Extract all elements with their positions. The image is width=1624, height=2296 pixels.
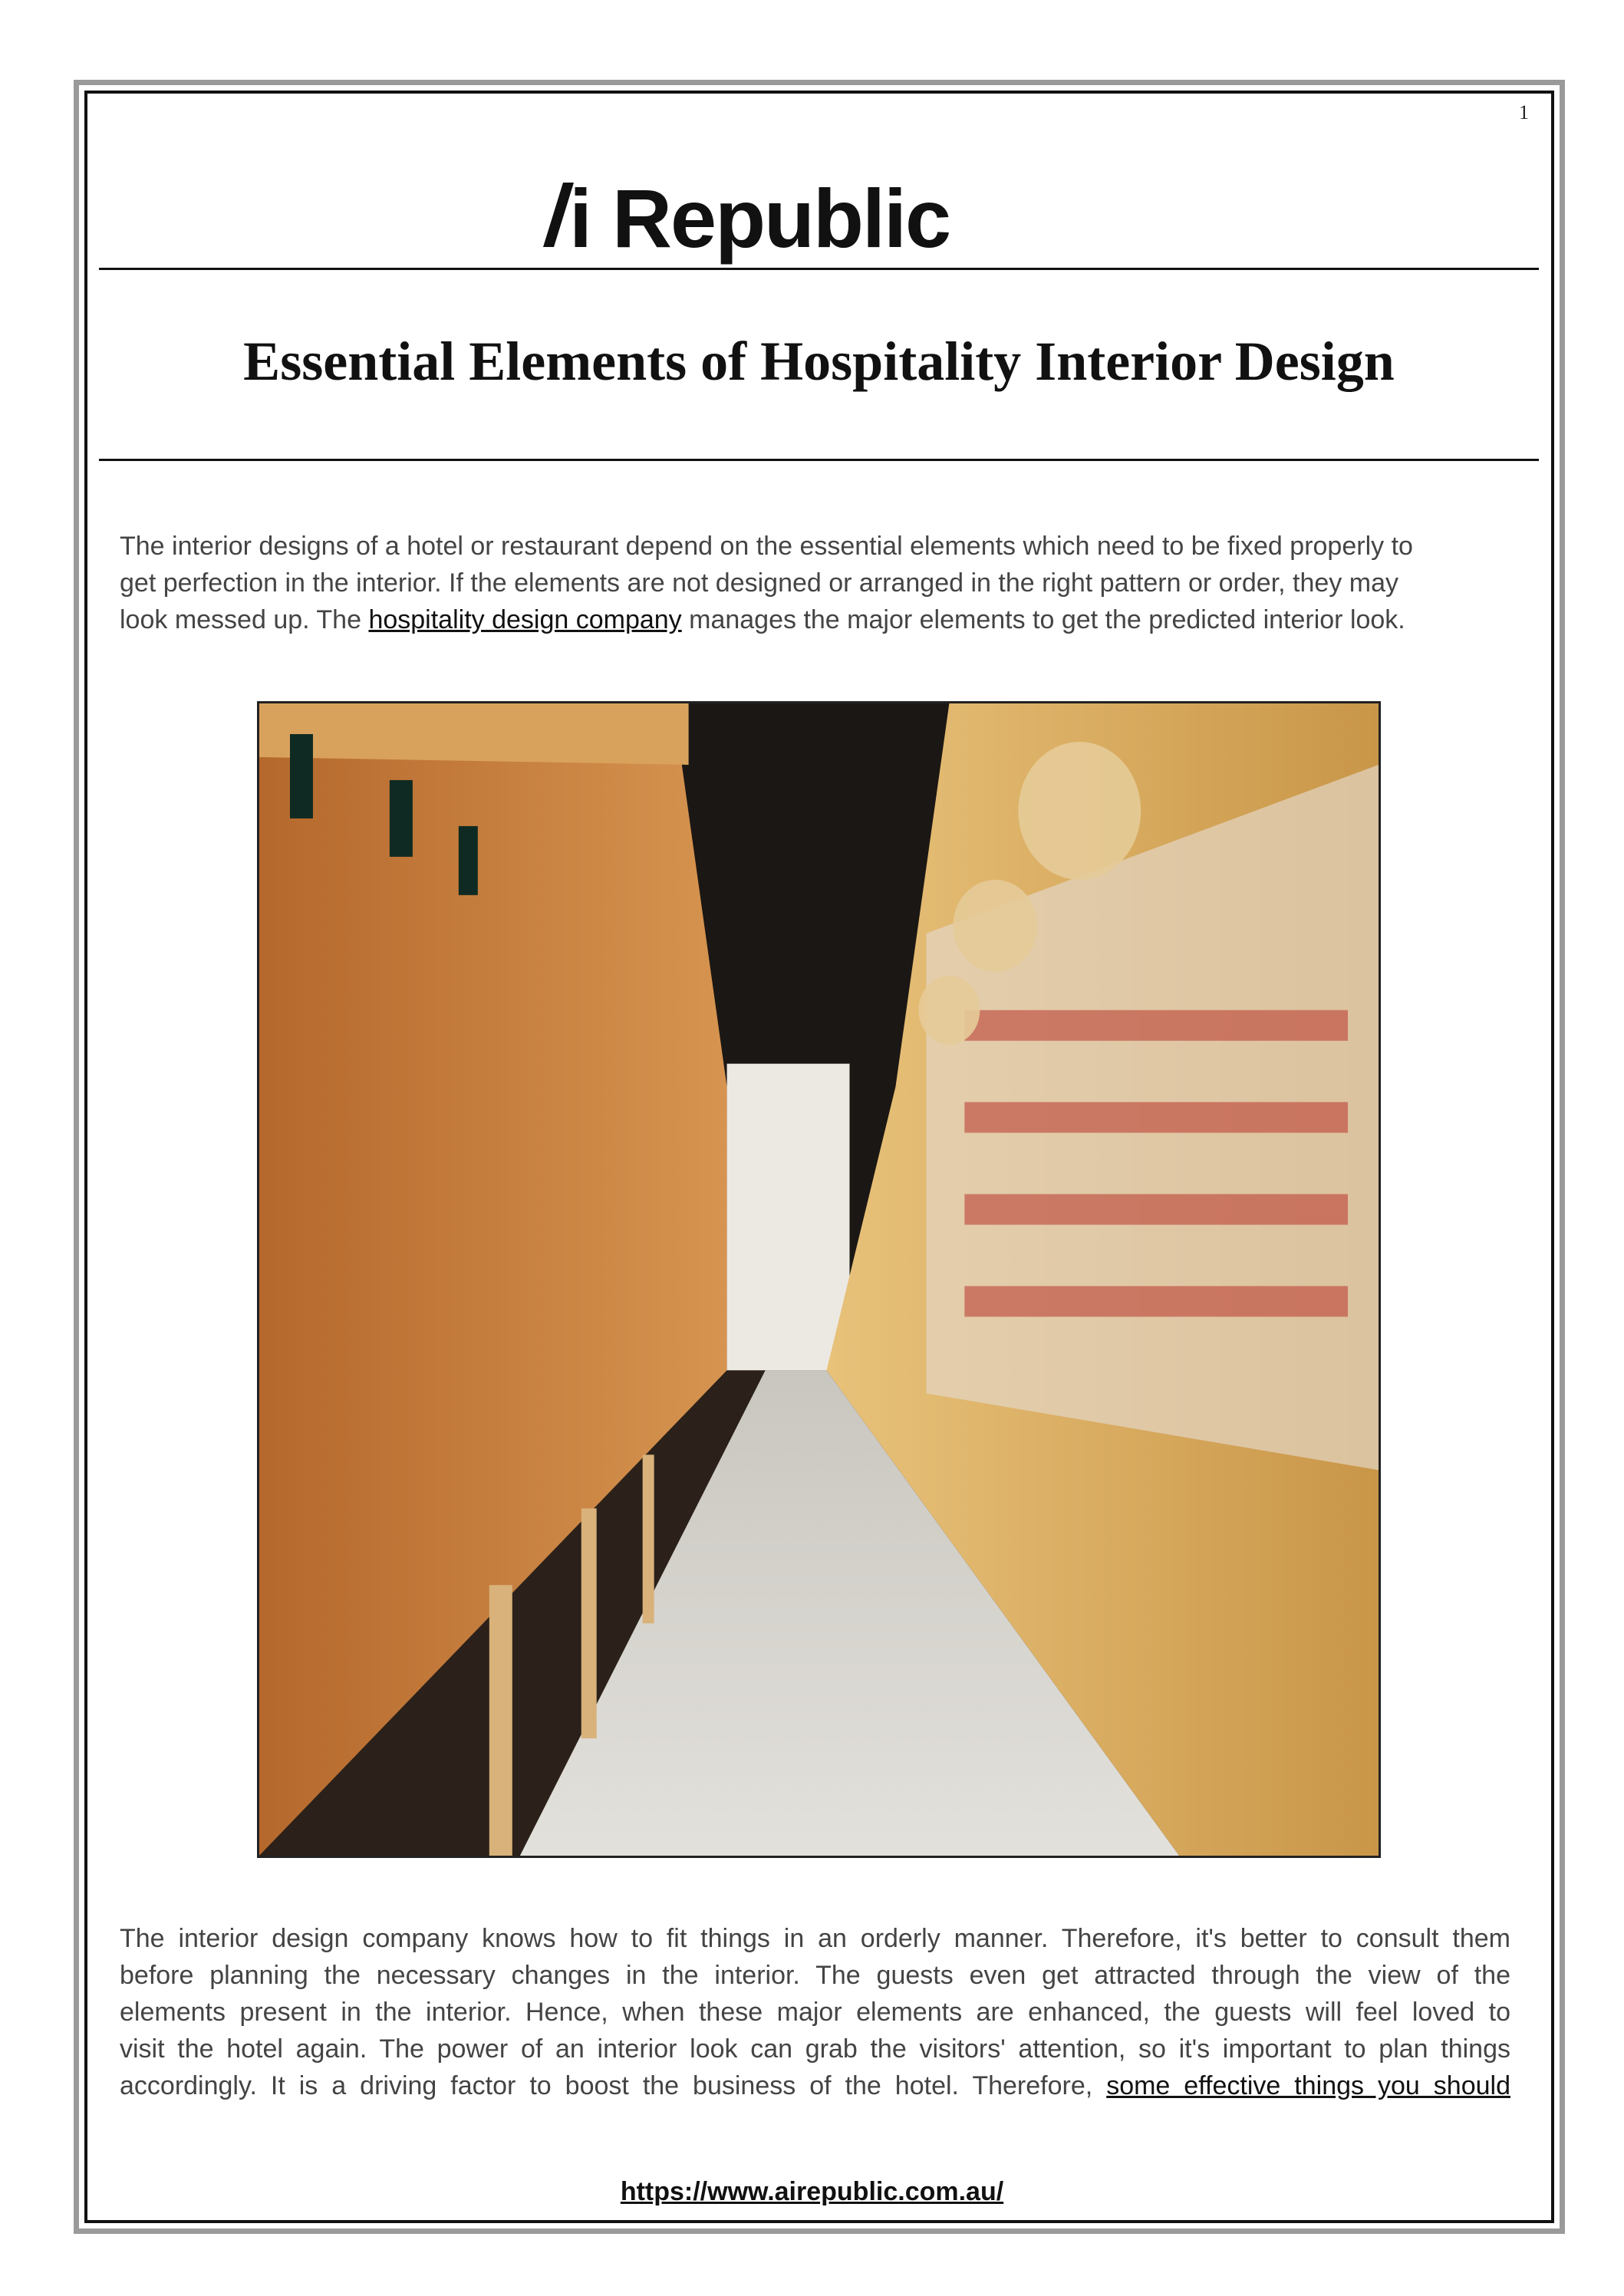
body-line: visit the hotel again. The power of an interior look can grab the visitors' attention, so it's important to plan things (120, 2034, 1510, 2064)
text: look messed up. The (120, 605, 369, 634)
restaurant-interior-photo (257, 701, 1381, 1858)
intro-line: The interior designs of a hotel or restaurant depend on the essential elements which need to be fixed properly to (120, 532, 1413, 561)
intro-line (120, 601, 1510, 638)
intro-paragraph (120, 528, 1510, 638)
footer (0, 2177, 1624, 2207)
svg-text:i Republic: i Republic (569, 172, 950, 265)
title-divider (99, 459, 1539, 461)
body-line (120, 2067, 1510, 2104)
header-divider (99, 268, 1539, 270)
website-link[interactable]: https://www.airepublic.com.au/ (620, 2177, 1004, 2206)
hospitality-design-company-link[interactable]: hospitality design company (368, 605, 682, 634)
ai-republic-logo (537, 161, 1089, 268)
body-paragraph (120, 1920, 1510, 2104)
body-line: elements present in the interior. Hence, when these major elements are enhanced, the guests will feel loved to (120, 1998, 1510, 2027)
page-number: 1 (1519, 101, 1529, 124)
text: manages the major elements to get the predicted interior look. (681, 605, 1405, 634)
body-line: before planning the necessary changes in the interior. The guests even get attracted through the view of the (120, 1961, 1510, 1990)
text: accordingly. It is a driving factor to boost the business of the hotel. Therefore, (120, 2071, 1107, 2100)
page-title: Essential Elements of Hospitality Interior Design (243, 331, 1395, 392)
effective-things-link[interactable]: some effective things you should (1106, 2071, 1510, 2100)
intro-line: get perfection in the interior. If the elements are not designed or arranged in the right pattern or order, they may (120, 568, 1398, 598)
body-line: The interior design company knows how to fit things in an orderly manner. Therefore, it's better to consult them (120, 1924, 1510, 1953)
